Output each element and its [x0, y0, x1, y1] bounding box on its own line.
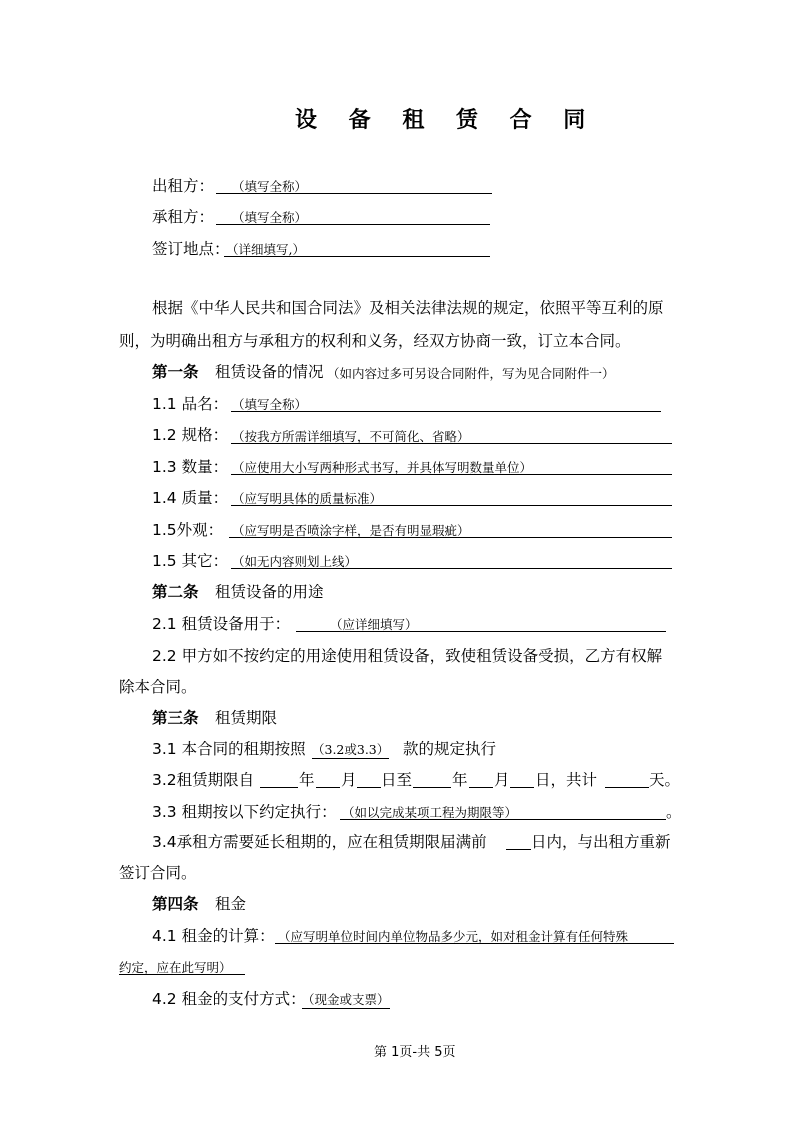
- article-1-note: （如内容过多可另设合同附件，写为见合同附件一）: [327, 366, 615, 381]
- clause-4-2-label: 4.2 租金的支付方式：: [152, 990, 306, 1008]
- clause-4-1-hint-line-2[interactable]: 约定，应在此写明）: [119, 960, 232, 975]
- total-days-blank[interactable]: [605, 787, 649, 788]
- clause-3-3-label: 3.3 租期按以下约定执行：: [152, 803, 337, 821]
- item-1-6-hint[interactable]: （如无内容则划上线）: [232, 554, 358, 569]
- lessor-underline: [216, 193, 492, 194]
- item-1-3-hint[interactable]: （应使用大小写两种形式书写，并具体写明数量单位）: [232, 460, 533, 475]
- end-month-blank[interactable]: [469, 787, 493, 788]
- start-month-blank[interactable]: [316, 787, 340, 788]
- lessee-underline: [216, 224, 490, 225]
- end-year-blank[interactable]: [413, 787, 451, 788]
- article-1-heading: 第一条: [152, 363, 199, 381]
- item-1-4-underline: [231, 505, 672, 506]
- item-1-3-label: 1.3 数量：: [152, 458, 229, 476]
- item-1-1-hint[interactable]: （填写全称）: [232, 397, 308, 412]
- article-1-title: 租赁设备的情况: [215, 363, 324, 381]
- days-label: 天。: [649, 771, 681, 789]
- clause-3-1-pre: 3.1 本合同的租期按照: [152, 740, 306, 758]
- clause-3-3-underline: [340, 819, 666, 820]
- start-year-blank[interactable]: [260, 787, 298, 788]
- item-1-1-label: 1.1 品名：: [152, 395, 229, 413]
- lessee-label: 承租方：: [152, 208, 215, 226]
- item-1-2-label: 1.2 规格：: [152, 426, 229, 444]
- article-2-heading: 第二条: [152, 583, 199, 601]
- clause-2-1-hint[interactable]: （应详细填写）: [330, 617, 418, 632]
- article-2-title: 租赁设备的用途: [215, 583, 324, 601]
- place-label: 签订地点：: [152, 240, 230, 258]
- clause-4-1-hint-line-1[interactable]: （应写明单位时间内单位物品多少元，如对租金计算有任何特殊: [278, 929, 629, 944]
- item-1-5-label: 1.5外观：: [152, 521, 224, 539]
- lessor-hint[interactable]: （填写全称）: [232, 179, 308, 194]
- clause-3-3-period: 。: [666, 803, 682, 821]
- start-year-label: 年: [299, 771, 315, 789]
- clause-3-4-line-2: 签订合同。: [119, 864, 197, 882]
- clause-3-4-pre: 3.4承租方需要延长租期的，应在租赁期限届满前: [152, 833, 487, 851]
- document-title: 设 备 租 赁 合 同: [295, 108, 598, 133]
- clause-3-4-post: 日内，与出租方重新: [531, 833, 671, 851]
- place-underline: [224, 256, 490, 257]
- clause-3-2-start: 3.2租赁期限自: [152, 771, 255, 789]
- extension-days-blank[interactable]: [506, 849, 531, 850]
- clause-4-1-underline-1: [275, 943, 674, 944]
- end-day-total-label: 日，共计: [535, 771, 598, 789]
- clause-3-3-hint[interactable]: （如以完成某项工程为期限等）: [342, 805, 518, 820]
- item-1-4-label: 1.4 质量：: [152, 489, 229, 507]
- article-3-heading: 第三条: [152, 709, 199, 727]
- end-month-label: 月: [494, 771, 510, 789]
- place-hint[interactable]: （详细填写,）: [226, 242, 305, 257]
- clause-3-1-post: 款的规定执行: [403, 740, 497, 758]
- item-1-5-underline: [229, 537, 672, 538]
- start-day-blank[interactable]: [357, 787, 381, 788]
- item-1-2-underline: [231, 443, 672, 444]
- item-1-5-hint[interactable]: （应写明是否喷涂字样，是否有明显瑕疵）: [232, 523, 470, 538]
- item-1-4-hint[interactable]: （应写明具体的质量标准）: [232, 491, 383, 506]
- lessor-label: 出租方：: [152, 177, 215, 195]
- preamble-line-2: 则，为明确出租方与承租方的权利和义务，经双方协商一致，订立本合同。: [119, 332, 631, 350]
- clause-4-1-label: 4.1 租金的计算：: [152, 927, 275, 945]
- clause-3-1-hint[interactable]: （3.2或3.3）: [312, 742, 390, 757]
- clause-4-2-hint[interactable]: （现金或支票）: [302, 992, 390, 1007]
- article-3-title: 租赁期限: [215, 709, 278, 727]
- item-1-6-label: 1.5 其它：: [152, 552, 229, 570]
- clause-2-2-line-1: 2.2 甲方如不按约定的用途使用租赁设备，致使租赁设备受损，乙方有权解: [152, 647, 663, 665]
- item-1-6-underline: [231, 568, 672, 569]
- clause-2-1-underline: [296, 631, 666, 632]
- item-1-2-hint[interactable]: （按我方所需详细填写，不可简化、省略）: [232, 429, 470, 444]
- item-1-1-underline: [231, 411, 661, 412]
- start-month-label: 月: [341, 771, 357, 789]
- article-4-heading: 第四条: [152, 895, 199, 913]
- article-4-title: 租金: [215, 895, 247, 913]
- end-year-label: 年: [452, 771, 468, 789]
- start-day-label: 日至: [381, 771, 413, 789]
- end-day-blank[interactable]: [510, 787, 534, 788]
- page-number: 第 1页-共 5页: [374, 1045, 456, 1060]
- lessee-hint[interactable]: （填写全称）: [232, 210, 308, 225]
- clause-4-1-underline-2: [119, 974, 245, 975]
- clause-2-1-label: 2.1 租赁设备用于：: [152, 615, 291, 633]
- clause-2-2-line-2: 除本合同。: [119, 678, 197, 696]
- item-1-3-underline: [231, 474, 672, 475]
- preamble-line-1: 根据《中华人民共和国合同法》及相关法律法规的规定，依照平等互利的原: [152, 299, 664, 317]
